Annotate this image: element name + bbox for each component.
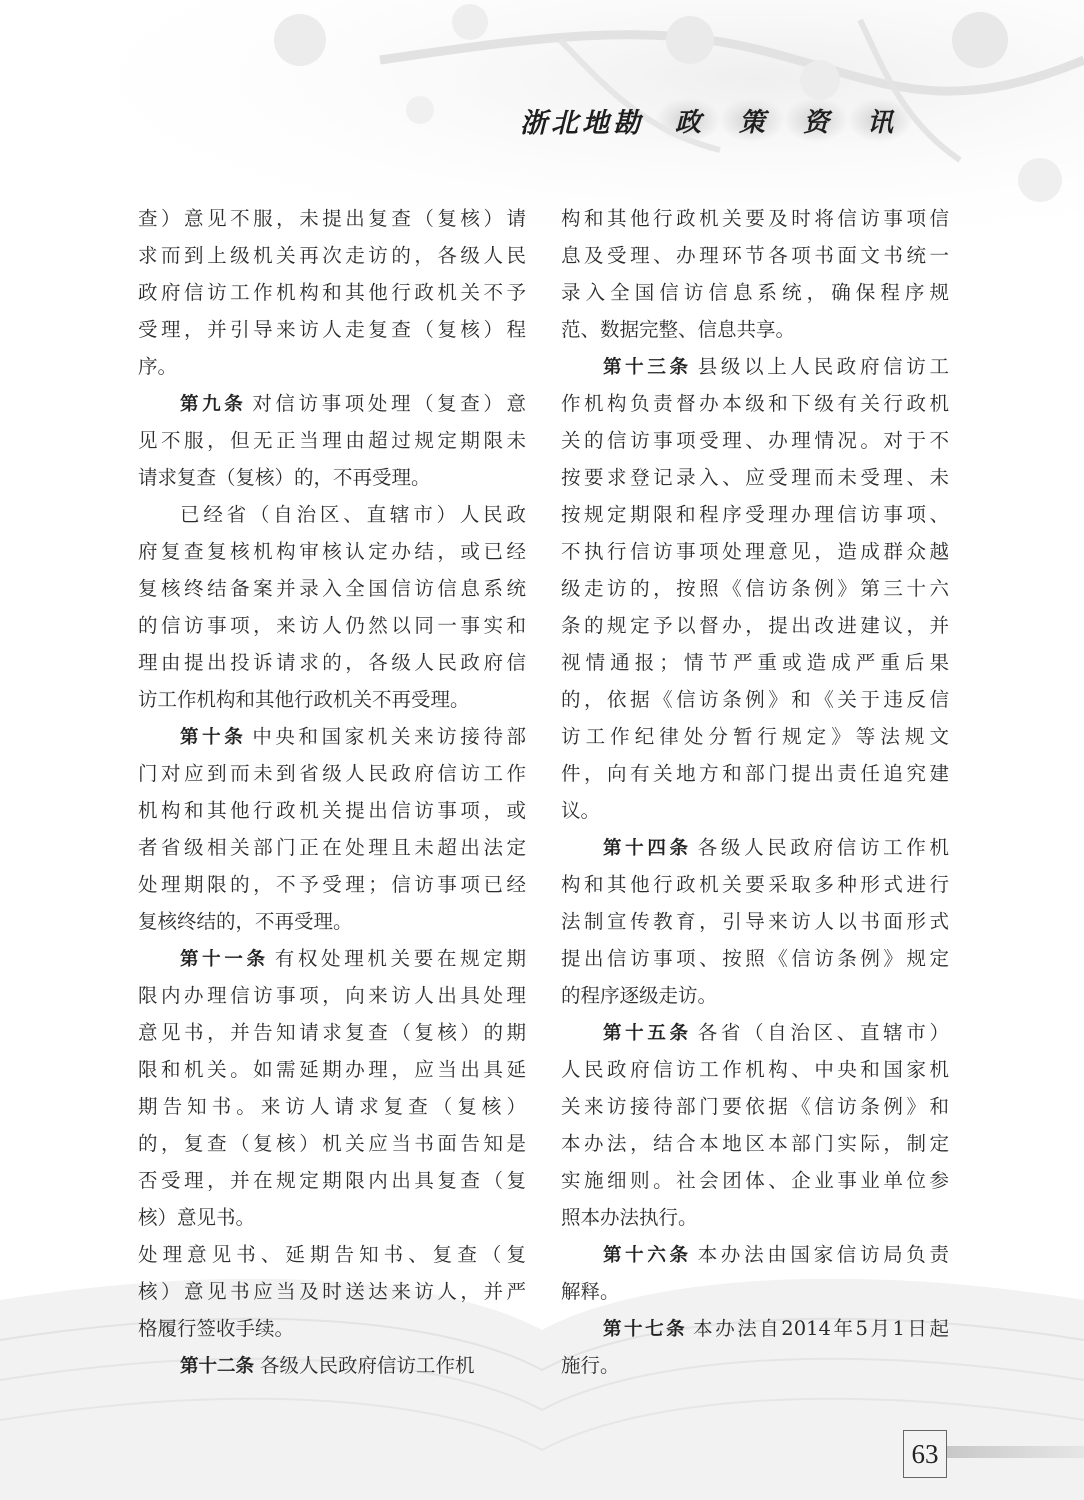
line-text: 按规定期限和程序受理办理信访事项、 [561, 503, 949, 526]
line-text: 人民政府信访工作机构、中央和国家机 [561, 1058, 949, 1081]
line-text: 处理期限的，不予受理；信访事项已经 [138, 873, 526, 896]
text-line [138, 1199, 526, 1236]
text-line [138, 903, 526, 940]
line-text: 受理，并引导来访人走复查（复核）程 [138, 318, 526, 341]
article-label: 第十一条 [180, 949, 269, 970]
line-text: 求而到上级机关再次走访的，各级人民 [138, 244, 526, 267]
line-text: 核）意见书。 [138, 1206, 256, 1229]
line-text: 录入全国信访信息系统，确保程序规 [561, 281, 949, 304]
line-text: 提出信访事项、按照《信访条例》规定 [561, 947, 949, 970]
text-line [138, 607, 526, 644]
page-footer-bar [947, 1446, 1084, 1458]
line-text: 中央和国家机关来访接待部 [252, 725, 526, 748]
text-line [561, 1162, 949, 1199]
text-line [561, 1347, 949, 1384]
text-line [138, 570, 526, 607]
text-line [561, 496, 949, 533]
line-text: 限内办理信访事项，向来访人出具处理 [138, 984, 526, 1007]
article-label: 第十二条 [180, 1356, 255, 1377]
text-line [138, 1347, 526, 1384]
line-text: 不执行信访事项处理意见，造成群众越 [561, 540, 949, 563]
text-line [138, 311, 526, 348]
line-text: 者省级相关部门正在处理且未超出法定 [138, 836, 526, 859]
text-line [561, 1199, 949, 1236]
article-paragraph [138, 718, 526, 940]
paragraph [138, 1236, 526, 1347]
line-text: 构和其他行政机关要采取多种形式进行 [561, 873, 949, 896]
article-label: 第十三条 [603, 357, 692, 378]
text-line [138, 1051, 526, 1088]
text-line [561, 681, 949, 718]
line-text: 序。 [138, 355, 178, 378]
text-line [138, 1125, 526, 1162]
line-text: 级走访的，按照《信访条例》第三十六 [561, 577, 949, 600]
paragraph [138, 200, 526, 385]
line-text: 照本办法执行。 [561, 1206, 698, 1229]
text-line [561, 1014, 949, 1051]
text-line [561, 903, 949, 940]
article-paragraph [138, 385, 526, 496]
text-line [138, 422, 526, 459]
text-line [138, 385, 526, 422]
line-text: 构和其他行政机关要及时将信访事项信 [561, 207, 949, 230]
line-text: 限和机关。如需延期办理，应当出具延 [138, 1058, 526, 1081]
text-line [561, 1273, 949, 1310]
article-paragraph [138, 1347, 526, 1384]
section-title-char: 讯 [848, 98, 912, 142]
right-text-column [561, 200, 949, 1384]
text-line [561, 1088, 949, 1125]
article-paragraph [561, 829, 949, 1014]
line-text: 有权处理机关要在规定期 [274, 947, 526, 970]
line-text: 各省（自治区、直辖市） [697, 1021, 949, 1044]
article-paragraph [561, 1236, 949, 1310]
article-paragraph [561, 348, 949, 829]
line-text: 息及受理、办理环节各项书面文书统一 [561, 244, 949, 267]
text-line [138, 644, 526, 681]
text-line [561, 1051, 949, 1088]
line-text: 格履行签收手续。 [138, 1317, 295, 1340]
line-text: 处理意见书、延期告知书、复查（复 [138, 1243, 526, 1266]
text-line [138, 200, 526, 237]
text-line [561, 1236, 949, 1273]
text-line [138, 237, 526, 274]
line-text: 访工作机构和其他行政机关不再受理。 [138, 688, 470, 711]
line-text: 关来访接待部门要依据《信访条例》和 [561, 1095, 949, 1118]
text-line [561, 607, 949, 644]
line-text: 解释。 [561, 1280, 620, 1303]
text-line [138, 681, 526, 718]
line-text: 范、数据完整、信息共享。 [561, 318, 796, 341]
line-text: 件，向有关地方和部门提出责任追究建 [561, 762, 949, 785]
text-line [561, 459, 949, 496]
line-text: 的，依据《信访条例》和《关于违反信 [561, 688, 949, 711]
line-text: 请求复查（复核）的，不再受理。 [138, 466, 431, 489]
text-line [561, 533, 949, 570]
line-text: 作机构负责督办本级和下级有关行政机 [561, 392, 949, 415]
line-text: 议。 [561, 799, 601, 822]
line-text: 关的信访事项受理、办理情况。对于不 [561, 429, 949, 452]
page-header [520, 96, 950, 144]
article-label: 第十五条 [603, 1023, 692, 1044]
article-paragraph [561, 1014, 949, 1236]
text-line [138, 718, 526, 755]
line-text: 政府信访工作机构和其他行政机关不予 [138, 281, 526, 304]
line-text: 法制宣传教育，引导来访人以书面形式 [561, 910, 949, 933]
text-line [138, 829, 526, 866]
line-text: 机构和其他行政机关提出信访事项，或 [138, 799, 526, 822]
text-line [138, 977, 526, 1014]
line-text: 各级人民政府信访工作机 [697, 836, 949, 859]
line-text: 府复查复核机构审核认定办结，或已经 [138, 540, 526, 563]
text-line [561, 718, 949, 755]
text-line [138, 1236, 526, 1273]
text-line [138, 755, 526, 792]
text-line [561, 348, 949, 385]
text-line [138, 866, 526, 903]
text-line [561, 274, 949, 311]
paragraph [138, 496, 526, 718]
text-line [561, 866, 949, 903]
line-text: 已经省（自治区、直辖市）人民政 [180, 503, 526, 526]
line-text: 施行。 [561, 1354, 620, 1377]
line-text: 实施细则。社会团体、企业事业单位参 [561, 1169, 949, 1192]
text-line [138, 533, 526, 570]
line-text: 本办法由国家信访局负责 [697, 1243, 949, 1266]
text-line [138, 1088, 526, 1125]
text-line [138, 496, 526, 533]
text-line [561, 237, 949, 274]
text-line [561, 792, 949, 829]
line-text: 条的规定予以督办，提出改进建议，并 [561, 614, 949, 637]
line-text: 见不服，但无正当理由超过规定期限未 [138, 429, 526, 452]
article-label: 第十条 [180, 727, 247, 748]
line-text: 复核终结备案并录入全国信访信息系统 [138, 577, 526, 600]
text-line [561, 940, 949, 977]
article-label: 第十四条 [603, 838, 692, 859]
line-text: 本办法自2014年5月1日起 [693, 1317, 949, 1340]
text-line [561, 200, 949, 237]
text-line [138, 1310, 526, 1347]
article-paragraph [561, 1310, 949, 1384]
text-line [561, 1310, 949, 1347]
section-title-char: 资 [784, 98, 848, 142]
text-line [561, 977, 949, 1014]
article-label: 第十七条 [603, 1319, 688, 1340]
text-line [138, 274, 526, 311]
line-text: 否受理，并在规定期限内出具复查（复 [138, 1169, 526, 1192]
text-line [561, 422, 949, 459]
article-label: 第十六条 [603, 1245, 692, 1266]
text-line [561, 755, 949, 792]
line-text: 期告知书。来访人请求复查（复核） [138, 1095, 526, 1118]
line-text: 复核终结的，不再受理。 [138, 910, 353, 933]
text-line [138, 1273, 526, 1310]
article-label: 第九条 [180, 394, 247, 415]
line-text: 访工作纪律处分暂行规定》等法规文 [561, 725, 949, 748]
text-line [561, 1125, 949, 1162]
section-title [656, 98, 912, 142]
text-line [561, 385, 949, 422]
line-text: 对信访事项处理（复查）意 [252, 392, 526, 415]
header-brand: 浙北地勘 [520, 107, 644, 139]
line-text: 的信访事项，来访人仍然以同一事实和 [138, 614, 526, 637]
page-number: 63 [903, 1430, 947, 1478]
line-text: 理由提出投诉请求的，各级人民政府信 [138, 651, 526, 674]
line-text: 门对应到而未到省级人民政府信访工作 [138, 762, 526, 785]
text-line [138, 792, 526, 829]
line-text: 按要求登记录入、应受理而未受理、未 [561, 466, 949, 489]
line-text: 的，复查（复核）机关应当书面告知是 [138, 1132, 526, 1155]
text-line [138, 1014, 526, 1051]
article-paragraph [138, 940, 526, 1236]
section-title-char: 政 [656, 98, 720, 142]
line-text: 的程序逐级走访。 [561, 984, 718, 1007]
text-line [138, 1162, 526, 1199]
left-text-column [138, 200, 526, 1384]
line-text: 意见书，并告知请求复查（复核）的期 [138, 1021, 526, 1044]
paragraph [561, 200, 949, 348]
text-line [561, 644, 949, 681]
text-line [138, 348, 526, 385]
text-line [561, 570, 949, 607]
line-text: 县级以上人民政府信访工 [697, 355, 949, 378]
line-text: 各级人民政府信访工作机 [260, 1354, 475, 1377]
section-title-char: 策 [720, 98, 784, 142]
text-line [561, 829, 949, 866]
text-line [561, 311, 949, 348]
text-line [138, 459, 526, 496]
line-text: 视情通报；情节严重或造成严重后果 [561, 651, 949, 674]
text-line [138, 940, 526, 977]
line-text: 查）意见不服，未提出复查（复核）请 [138, 207, 526, 230]
line-text: 核）意见书应当及时送达来访人，并严 [138, 1280, 526, 1303]
line-text: 本办法，结合本地区本部门实际，制定 [561, 1132, 949, 1155]
